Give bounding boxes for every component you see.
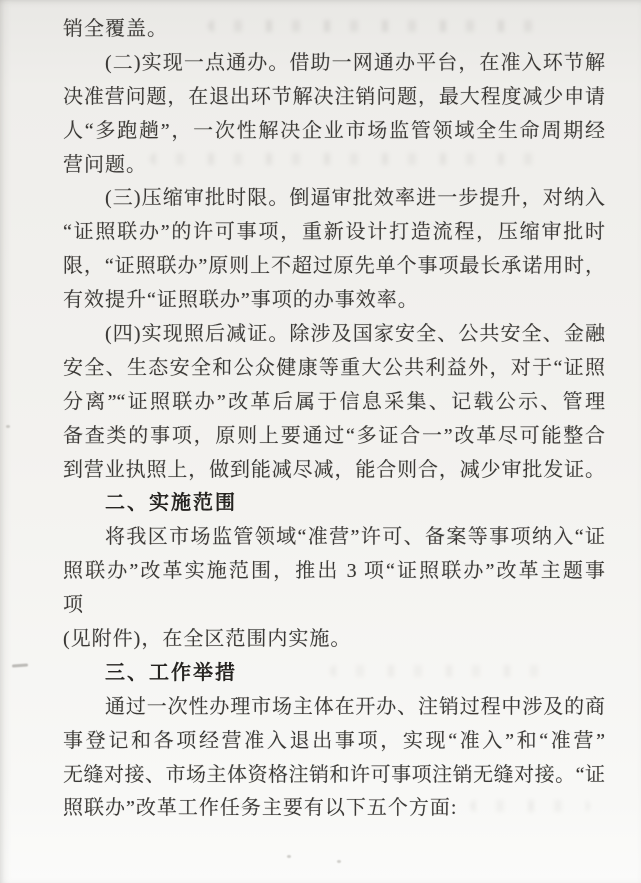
text-line: 限，“证照联办”原则上不超过原先单个事项最长承诺用时， <box>63 255 605 278</box>
section-heading: 三、工作举措 <box>105 661 237 684</box>
scan-mark <box>12 663 28 667</box>
text-line: “证照联办”的许可事项，重新设计打造流程，压缩审批时 <box>63 221 605 244</box>
text-line: 将我区市场监管领域“准营”许可、备案等事项纳入“证 <box>105 526 605 549</box>
text-line: (四)实现照后减证。除涉及国家安全、公共安全、金融 <box>105 323 605 346</box>
text-line: 照联办”改革工作任务主要有以下五个方面: <box>63 797 458 820</box>
text-line: (三)压缩审批时限。倒逼审批效率进一步提升，对纳入 <box>105 187 605 210</box>
text-line: 人“多跑趟”，一次性解决企业市场监管领域全生命周期经 <box>63 119 605 142</box>
text-line: 安全、生态安全和公众健康等重大公共利益外，对于“证照 <box>63 356 605 379</box>
text-line: 事登记和各项经营准入退出事项，实现“准入”和“准营” <box>63 729 605 752</box>
text-line: 到营业执照上，做到能减尽减，能合则合，减少审批发证。 <box>63 458 605 481</box>
scan-speck <box>6 425 10 428</box>
text-line: 销全覆盖。 <box>63 18 168 40</box>
text-line: 项 <box>63 594 84 617</box>
text-line: 有效提升“证照联办”事项的办事效率。 <box>63 289 419 312</box>
text-line: 照联办”改革实施范围，推出 3 项“证照联办”改革主题事 <box>63 560 605 583</box>
scan-speck <box>287 855 291 858</box>
text-line: 分离”“证照联办”改革后属于信息采集、记载公示、管理 <box>63 390 605 413</box>
scan-speck <box>337 860 341 863</box>
section-heading: 二、实施范围 <box>105 492 237 515</box>
text-line: 营问题。 <box>63 153 147 176</box>
text-line: 备查类的事项，原则上要通过“多证合一”改革尽可能整合 <box>63 424 605 447</box>
text-line: 无缝对接、市场主体资格注销和许可事项注销无缝对接。“证 <box>63 763 605 786</box>
text-line: 通过一次性办理市场主体在开办、注销过程中涉及的商 <box>105 695 605 718</box>
text-line: 决准营问题，在退出环节解决注销问题，最大程度减少申请 <box>63 85 605 108</box>
text-line: (见附件)，在全区范围内实施。 <box>63 628 352 651</box>
document-lines <box>63 13 605 826</box>
text-line: (二)实现一点通办。借助一网通办平台，在准入环节解 <box>105 51 605 74</box>
